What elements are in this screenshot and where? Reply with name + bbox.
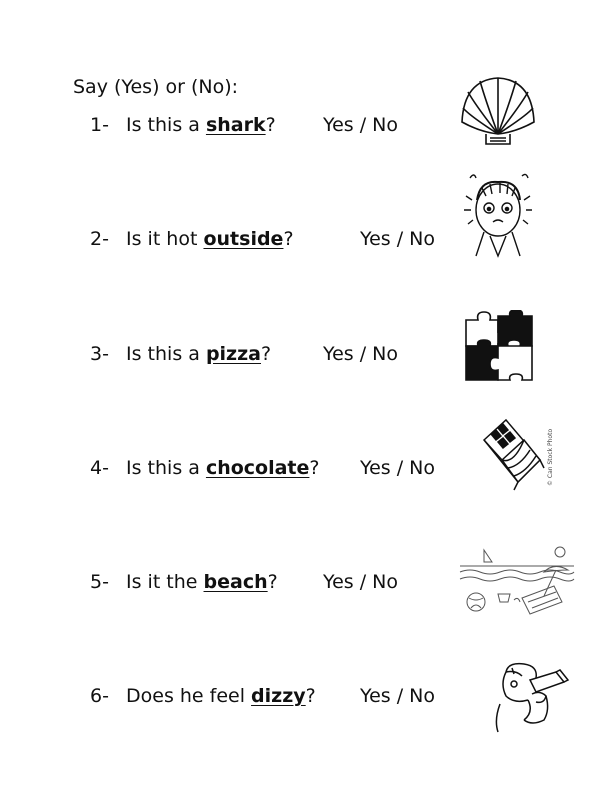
question-text: Does he feel dizzy? — [126, 685, 316, 707]
question-number: 1- — [90, 114, 109, 136]
question-text: Is this a pizza? — [126, 343, 272, 365]
question-number: 3- — [90, 343, 109, 365]
beach-scene-icon — [458, 542, 576, 620]
instructions: Say (Yes) or (No): — [73, 76, 239, 98]
question-text: Is it the beach? — [126, 571, 278, 593]
yes-no-answer-3[interactable]: Yes / No — [323, 343, 398, 365]
question-number: 2- — [90, 228, 109, 250]
keyword: pizza — [205, 343, 261, 365]
puzzle-icon — [462, 310, 536, 384]
question-number: 5- — [90, 571, 109, 593]
keyword: chocolate — [205, 457, 310, 479]
yes-no-answer-4[interactable]: Yes / No — [360, 457, 435, 479]
yes-no-answer-1[interactable]: Yes / No — [323, 114, 398, 136]
keyword: beach — [203, 571, 268, 593]
worried-boy-icon — [460, 166, 538, 258]
question-number: 6- — [90, 685, 109, 707]
yes-no-answer-6[interactable]: Yes / No — [360, 685, 435, 707]
keyword: outside — [203, 228, 284, 250]
keyword: dizzy — [251, 685, 306, 707]
yes-no-answer-2[interactable]: Yes / No — [360, 228, 435, 250]
question-text: Is this a chocolate? — [126, 457, 320, 479]
boy-drinking-icon — [494, 660, 578, 734]
watermark: © Can Stock Photo — [547, 428, 554, 486]
yes-no-answer-5[interactable]: Yes / No — [323, 571, 398, 593]
question-text: Is it hot outside? — [126, 228, 294, 250]
keyword: shark — [205, 114, 266, 136]
question-text: Is this a shark? — [126, 114, 276, 136]
chocolate-bar-icon — [478, 416, 558, 496]
question-number: 4- — [90, 457, 109, 479]
seashell-icon — [456, 72, 540, 150]
